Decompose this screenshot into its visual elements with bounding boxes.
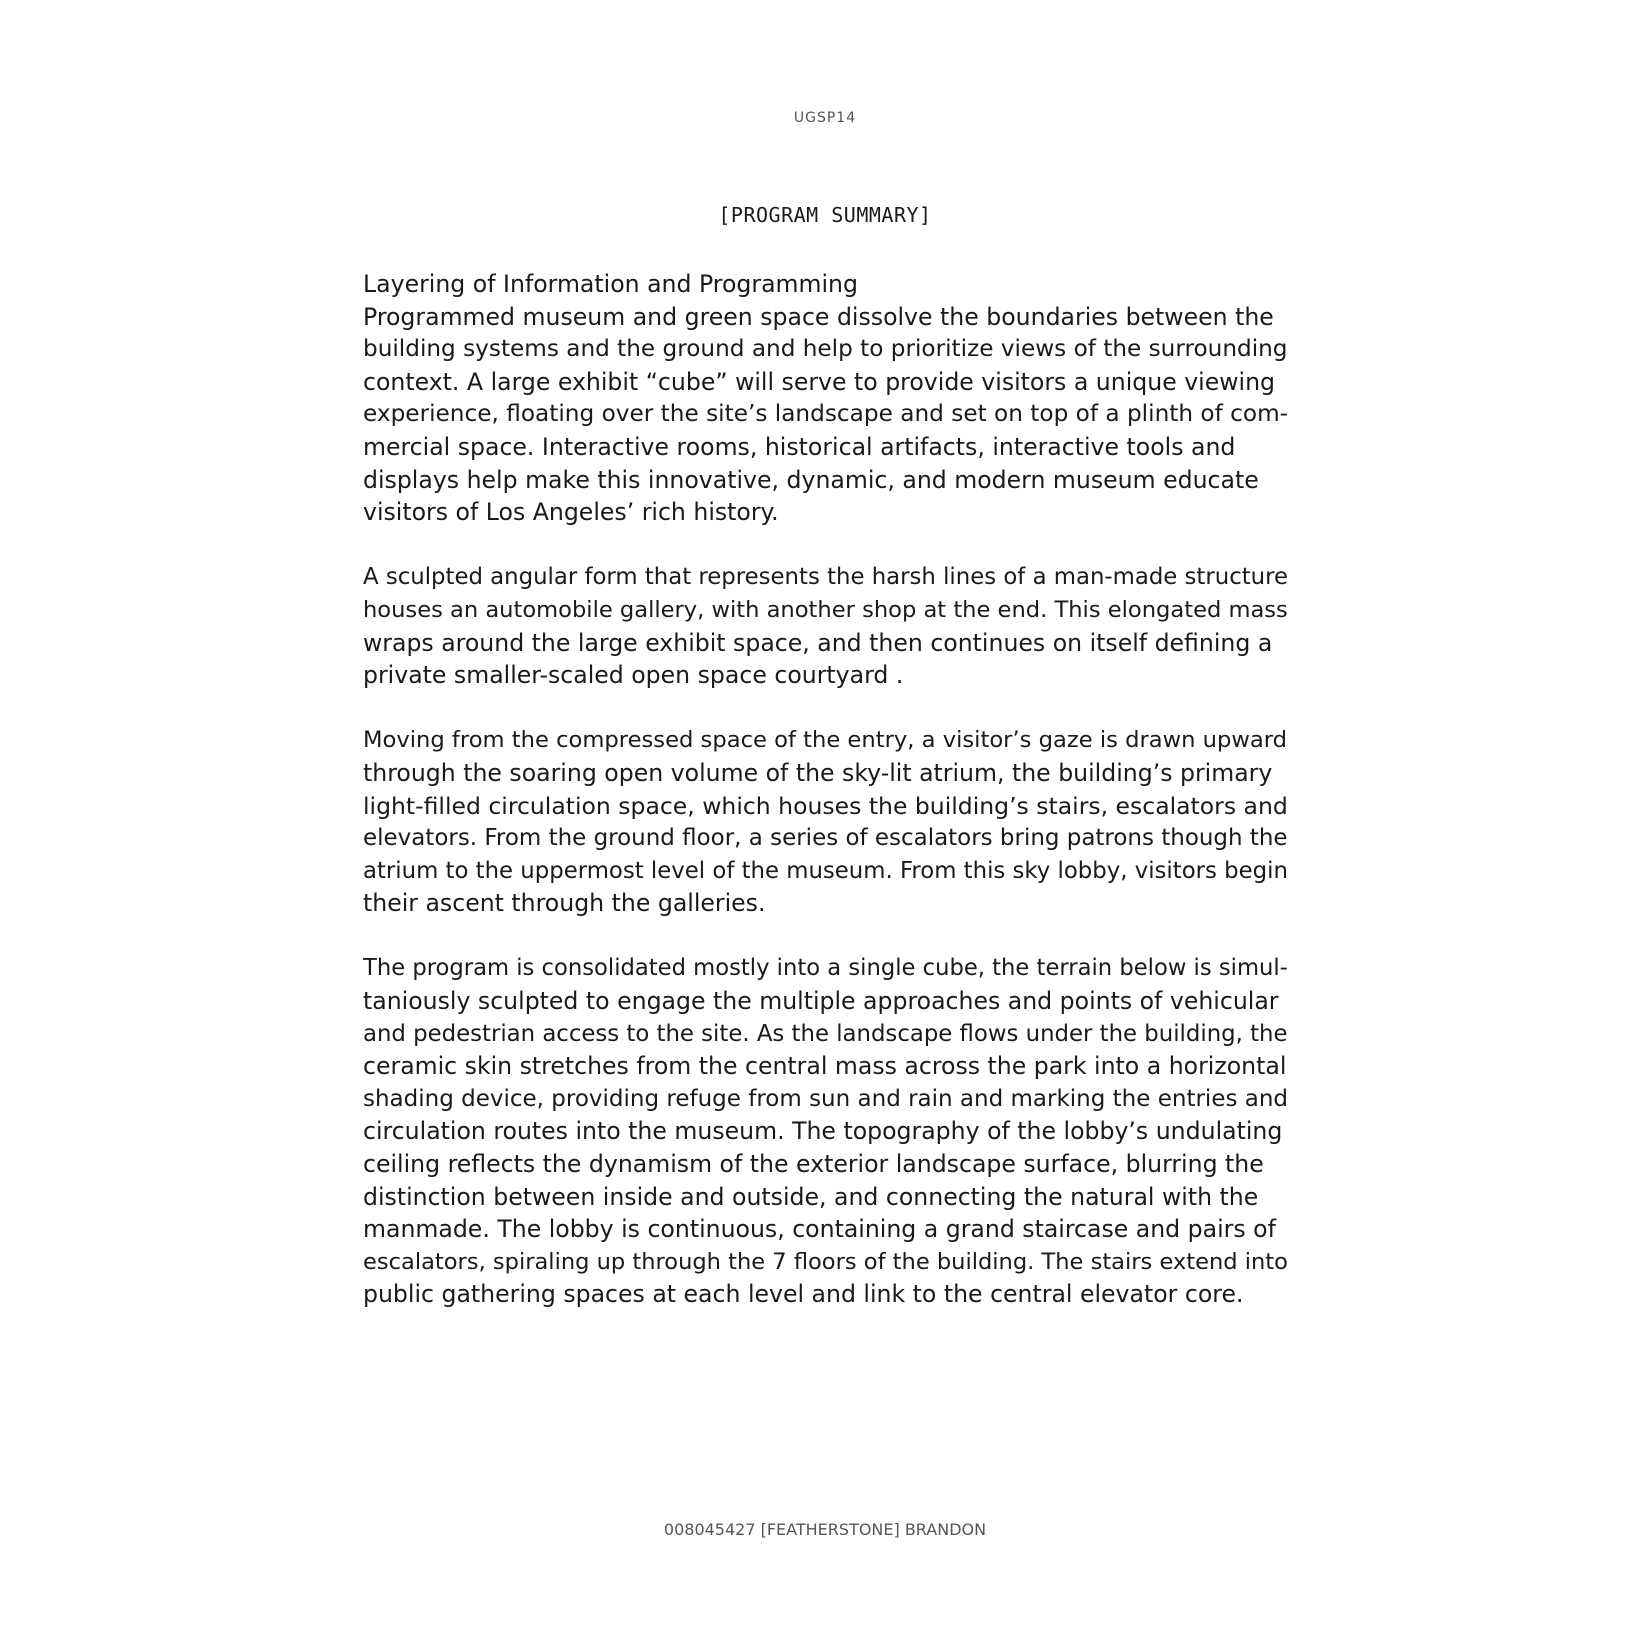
paragraph-line: light-filled circulation space, which houses the building’s stairs, escalators and [363,791,1288,820]
paragraph-line: escalators, spiraling up through the 7 floors of the building. The stairs extend into [363,1248,1288,1275]
paragraph-3 [363,724,1288,920]
paragraph-line: and pedestrian access to the site. As the landscape flows under the building, the [363,1020,1288,1047]
paragraph-line: ceramic skin stretches from the central mass across the park into a horizontal [363,1052,1287,1081]
paragraph-line: Layering of Information and Programming [363,270,858,298]
body-text [363,268,1288,1311]
paragraph-line: public gathering spaces at each level and link to the central elevator core. [363,1280,1244,1309]
paragraph-1 [363,268,1288,529]
paragraph-2 [363,561,1288,691]
paragraph-line: context. A large exhibit “cube” will serve to provide visitors a unique viewing [363,367,1276,396]
paragraph-line: The program is consolidated mostly into a single cube, the terrain below is simul- [363,955,1288,982]
paragraph-line: experience, floating over the site’s landscape and set on top of a plinth of com- [363,400,1289,428]
paragraph-line: through the soaring open volume of the sky-lit atrium, the building’s primary [363,758,1273,787]
paragraph-line: manmade. The lobby is continuous, containing a grand staircase and pairs of [363,1215,1276,1244]
paragraph-line: A sculpted angular form that represents the harsh lines of a man-made structure [363,564,1289,591]
paragraph-line: private smaller-scaled open space courtyard . [363,661,904,690]
paragraph-line: mercial space. Interactive rooms, historical artifacts, interactive tools and [363,432,1236,461]
paragraph-line: ceiling reflects the dynamism of the exterior landscape surface, blurring the [363,1150,1264,1179]
paragraph-4 [363,952,1288,1311]
paragraph-line: houses an automobile gallery, with another shop at the end. This elongated mass [363,596,1288,623]
paragraph-line: distinction between inside and outside, and connecting the natural with the [363,1182,1259,1211]
paragraph-line: wraps around the large exhibit space, and then continues on itself defining a [363,628,1273,657]
paragraph-line: atrium to the uppermost level of the museum. From this sky lobby, visitors begin [363,857,1288,884]
paragraph-line: elevators. From the ground floor, a series of escalators bring patrons though the [363,825,1288,852]
paragraph-spacer [363,692,1288,725]
paragraph-line: circulation routes into the museum. The topography of the lobby’s undulating [363,1117,1283,1146]
paragraph-line: displays help make this innovative, dynamic, and modern museum educate [363,465,1259,494]
paragraph-line: Programmed museum and green space dissolve the boundaries between the [363,302,1274,331]
author-credit: 008045427 [FEATHERSTONE] BRANDON [663,1520,987,1539]
section-title: [PROGRAM SUMMARY] [718,203,932,227]
paragraph-line: their ascent through the galleries. [363,889,766,918]
paragraph-line: taniously sculpted to engage the multiple approaches and points of vehicular [363,987,1279,1016]
page-header-code: UGSP14 [793,110,857,126]
paragraph-line: visitors of Los Angeles’ rich history. [363,498,779,527]
paragraph-spacer [363,529,1288,562]
paragraph-spacer [363,920,1288,953]
paragraph-line: building systems and the ground and help to prioritize views of the surrounding [363,335,1288,363]
paragraph-line: shading device, providing refuge from sun and rain and marking the entries and [363,1085,1289,1112]
paragraph-line: Moving from the compressed space of the entry, a visitor’s gaze is drawn upward [363,727,1288,754]
